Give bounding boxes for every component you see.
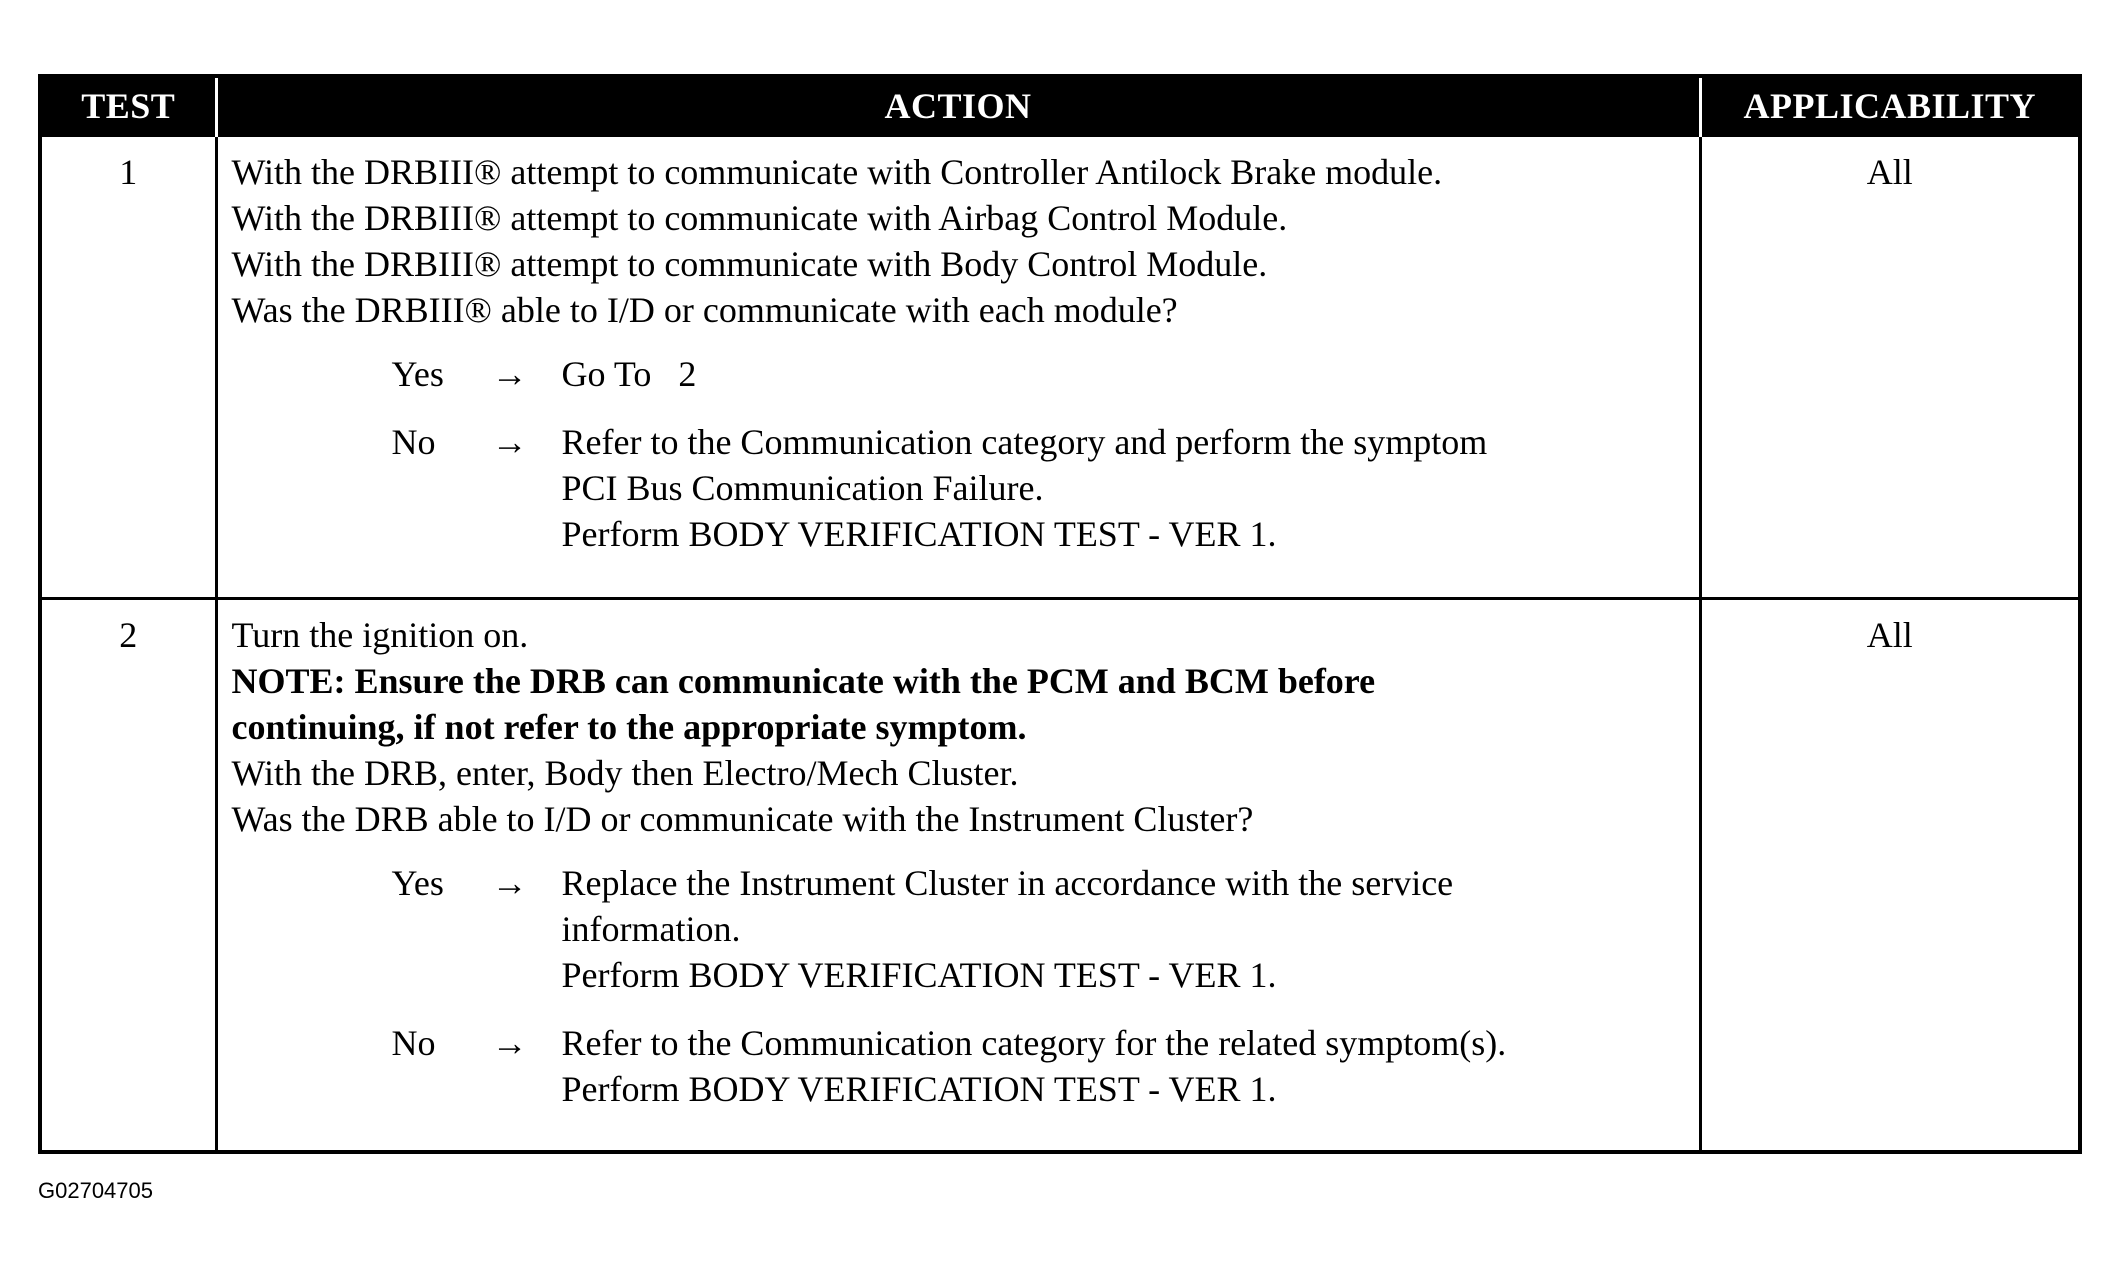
action-line: Was the DRBIII® able to I/D or communicate with each module? xyxy=(231,290,1178,330)
action-line: With the DRBIII® attempt to communicate with Body Control Module. xyxy=(231,244,1268,284)
answer-text xyxy=(562,419,1689,557)
action-cell xyxy=(216,599,1700,1152)
answer-line: Refer to the Communication category for the related symptom(s). xyxy=(561,1023,1507,1064)
table-row xyxy=(40,599,2080,1152)
answer-line: Replace the Instrument Cluster in accordance with the service xyxy=(561,863,1454,904)
answer-line: information. xyxy=(561,909,741,950)
answer-line: Perform BODY VERIFICATION TEST - VER 1. xyxy=(561,1069,1277,1110)
note-line: continuing, if not refer to the appropriate symptom. xyxy=(231,707,1027,748)
answer-line: Refer to the Communication category and perform the symptom xyxy=(561,422,1488,462)
note-line: NOTE: Ensure the DRB can communicate with the PCM and BCM before xyxy=(231,661,1376,702)
figure-id-label: G02704705 xyxy=(38,1178,153,1203)
header-applicability: APPLICABILITY xyxy=(1700,76,2080,136)
test-procedure-table xyxy=(38,74,2082,1154)
table-row xyxy=(40,136,2080,599)
action-line: With the DRB, enter, Body then Electro/Mech Cluster. xyxy=(231,753,1019,794)
applicability-cell: All xyxy=(1700,599,2080,1152)
answer-line: Perform BODY VERIFICATION TEST - VER 1. xyxy=(561,955,1277,996)
test-number: 2 xyxy=(40,599,216,1152)
answer-text xyxy=(562,860,1689,998)
right-arrow-icon: → xyxy=(491,1023,528,1064)
answer-label: No xyxy=(391,422,436,462)
header-test: TEST xyxy=(40,76,216,136)
answer-list xyxy=(232,351,1689,557)
table-header-row xyxy=(40,76,2080,136)
answer-label: Yes xyxy=(391,863,444,904)
answer-line: PCI Bus Communication Failure. xyxy=(561,468,1044,508)
test-number: 1 xyxy=(40,136,216,599)
action-line: With the DRBIII® attempt to communicate with Airbag Control Module. xyxy=(231,198,1288,238)
answer-line: Perform BODY VERIFICATION TEST - VER 1. xyxy=(561,514,1277,554)
answer-line: Go To 2 xyxy=(561,354,697,394)
answer-text xyxy=(562,1020,1689,1112)
answer-yes xyxy=(232,860,1689,998)
answer-text xyxy=(562,351,1689,397)
action-line: Turn the ignition on. xyxy=(231,615,529,656)
answer-label: Yes xyxy=(391,354,444,394)
answer-no xyxy=(232,1020,1689,1112)
answer-label: No xyxy=(391,1023,436,1064)
action-cell xyxy=(216,136,1700,599)
answer-no xyxy=(232,419,1689,557)
action-line: With the DRBIII® attempt to communicate with Controller Antilock Brake module. xyxy=(231,152,1443,192)
right-arrow-icon: → xyxy=(491,422,528,462)
answer-yes xyxy=(232,351,1689,397)
answer-list xyxy=(232,860,1689,1112)
action-line: Was the DRB able to I/D or communicate with the Instrument Cluster? xyxy=(231,799,1254,840)
applicability-cell: All xyxy=(1700,136,2080,599)
right-arrow-icon: → xyxy=(491,354,528,394)
right-arrow-icon: → xyxy=(491,863,528,904)
header-action: ACTION xyxy=(216,76,1700,136)
